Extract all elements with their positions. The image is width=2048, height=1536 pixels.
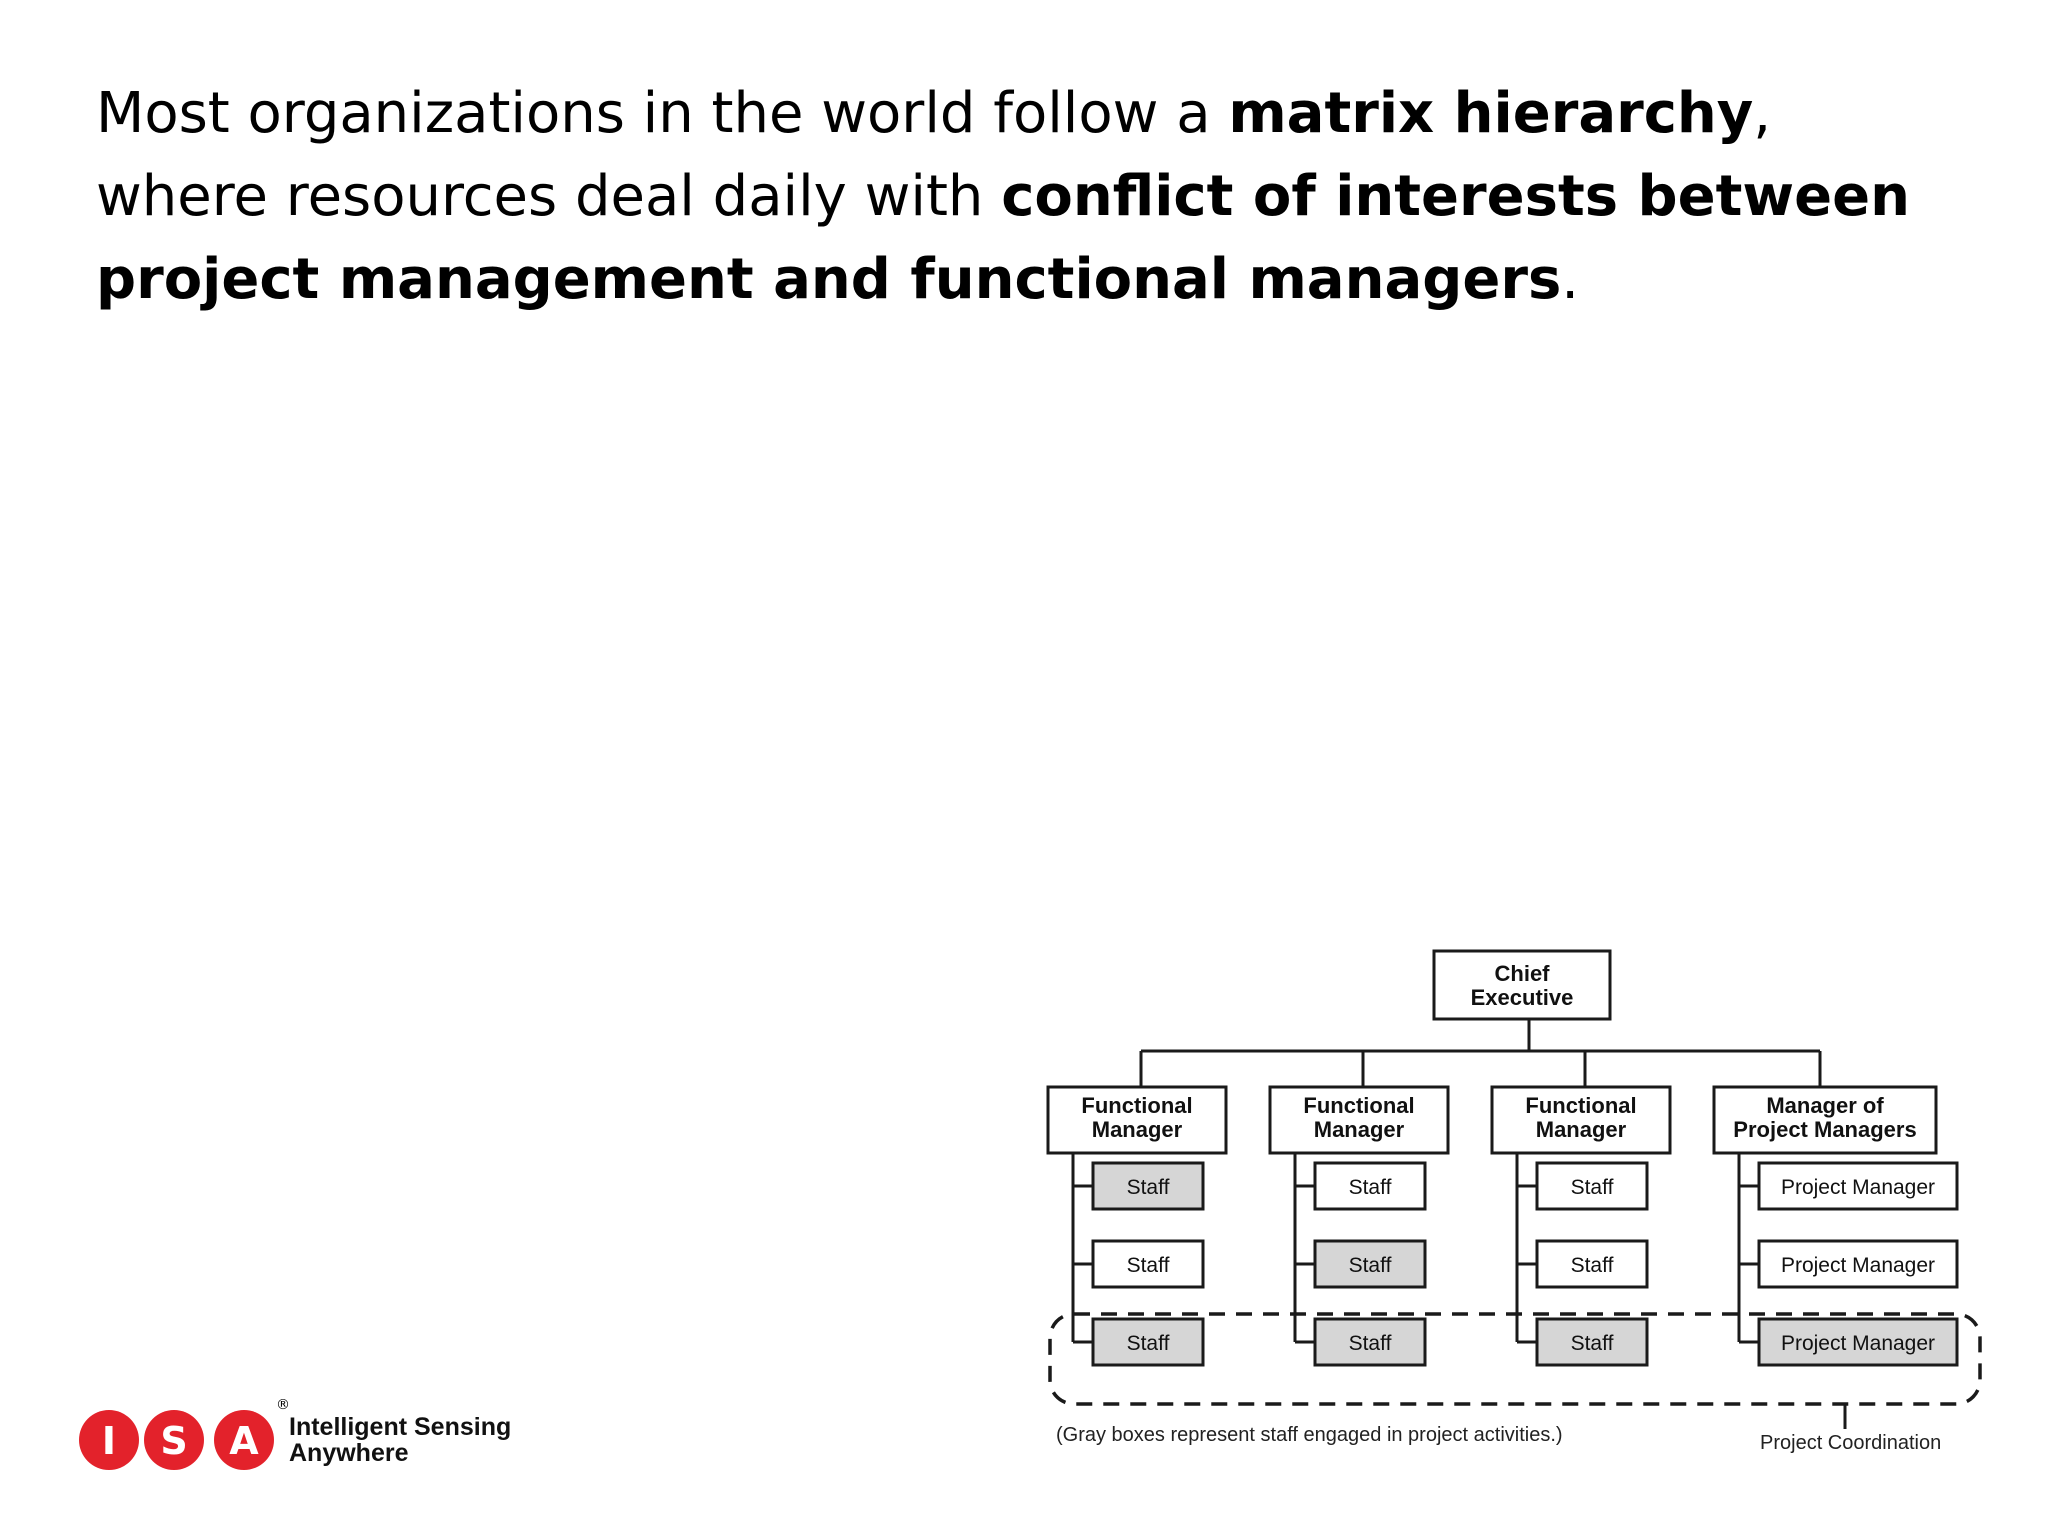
staff-label-2-3: Staff — [1348, 1332, 1392, 1355]
staff-label-3-3: Staff — [1570, 1332, 1614, 1355]
gray-boxes-note: (Gray boxes represent staff engaged in project activities.) — [1056, 1424, 1563, 1446]
chief-label-2: Executive — [1470, 985, 1574, 1010]
column-head-label-2-b: Manager — [1313, 1117, 1405, 1142]
staff-label-3-1: Staff — [1570, 1176, 1614, 1199]
logo-tagline-2: Anywhere — [289, 1439, 409, 1467]
staff-label-2-1: Staff — [1348, 1176, 1392, 1199]
column-head-label-4-a: Manager of — [1766, 1093, 1884, 1118]
headline-text-2: , — [1753, 81, 1772, 146]
logo-letter-i: I — [101, 1419, 117, 1463]
logo-letter-s: S — [160, 1419, 188, 1463]
headline-text-1: Most organizations in the world follow a — [96, 81, 1229, 146]
chief-label-1: Chief — [1494, 961, 1550, 986]
project-manager-label-4-1: Project Manager — [1780, 1176, 1936, 1199]
headline-text-3: where resources deal daily with — [96, 164, 1002, 229]
project-coordination-label: Project Coordination — [1760, 1432, 1942, 1454]
column-head-label-3-b: Manager — [1535, 1117, 1627, 1142]
column-head-label-1-b: Manager — [1091, 1117, 1183, 1142]
headline-bold-conflict: conflict of interests between project management and functional managers — [96, 164, 1910, 312]
project-manager-label-4-3: Project Manager — [1780, 1332, 1936, 1355]
column-head-label-3-a: Functional — [1525, 1093, 1637, 1118]
staff-label-1-2: Staff — [1126, 1254, 1170, 1277]
headline — [96, 72, 1946, 321]
logo-registered: ® — [276, 1397, 290, 1413]
headline-text-4: . — [1561, 247, 1580, 312]
isa-logo — [76, 1395, 536, 1475]
logo-tagline-1: Intelligent Sensing — [289, 1413, 512, 1441]
logo-letter-a: A — [229, 1419, 259, 1463]
staff-label-1-1: Staff — [1126, 1176, 1170, 1199]
headline-bold-matrix: matrix hierarchy — [1228, 81, 1754, 146]
column-head-label-1-a: Functional — [1081, 1093, 1193, 1118]
project-manager-label-4-2: Project Manager — [1780, 1254, 1936, 1277]
staff-label-3-2: Staff — [1570, 1254, 1614, 1277]
matrix-org-chart — [1030, 935, 1990, 1470]
staff-label-2-2: Staff — [1348, 1254, 1392, 1277]
column-head-label-2-a: Functional — [1303, 1093, 1415, 1118]
staff-label-1-3: Staff — [1126, 1332, 1170, 1355]
column-head-label-4-b: Project Managers — [1733, 1117, 1917, 1142]
